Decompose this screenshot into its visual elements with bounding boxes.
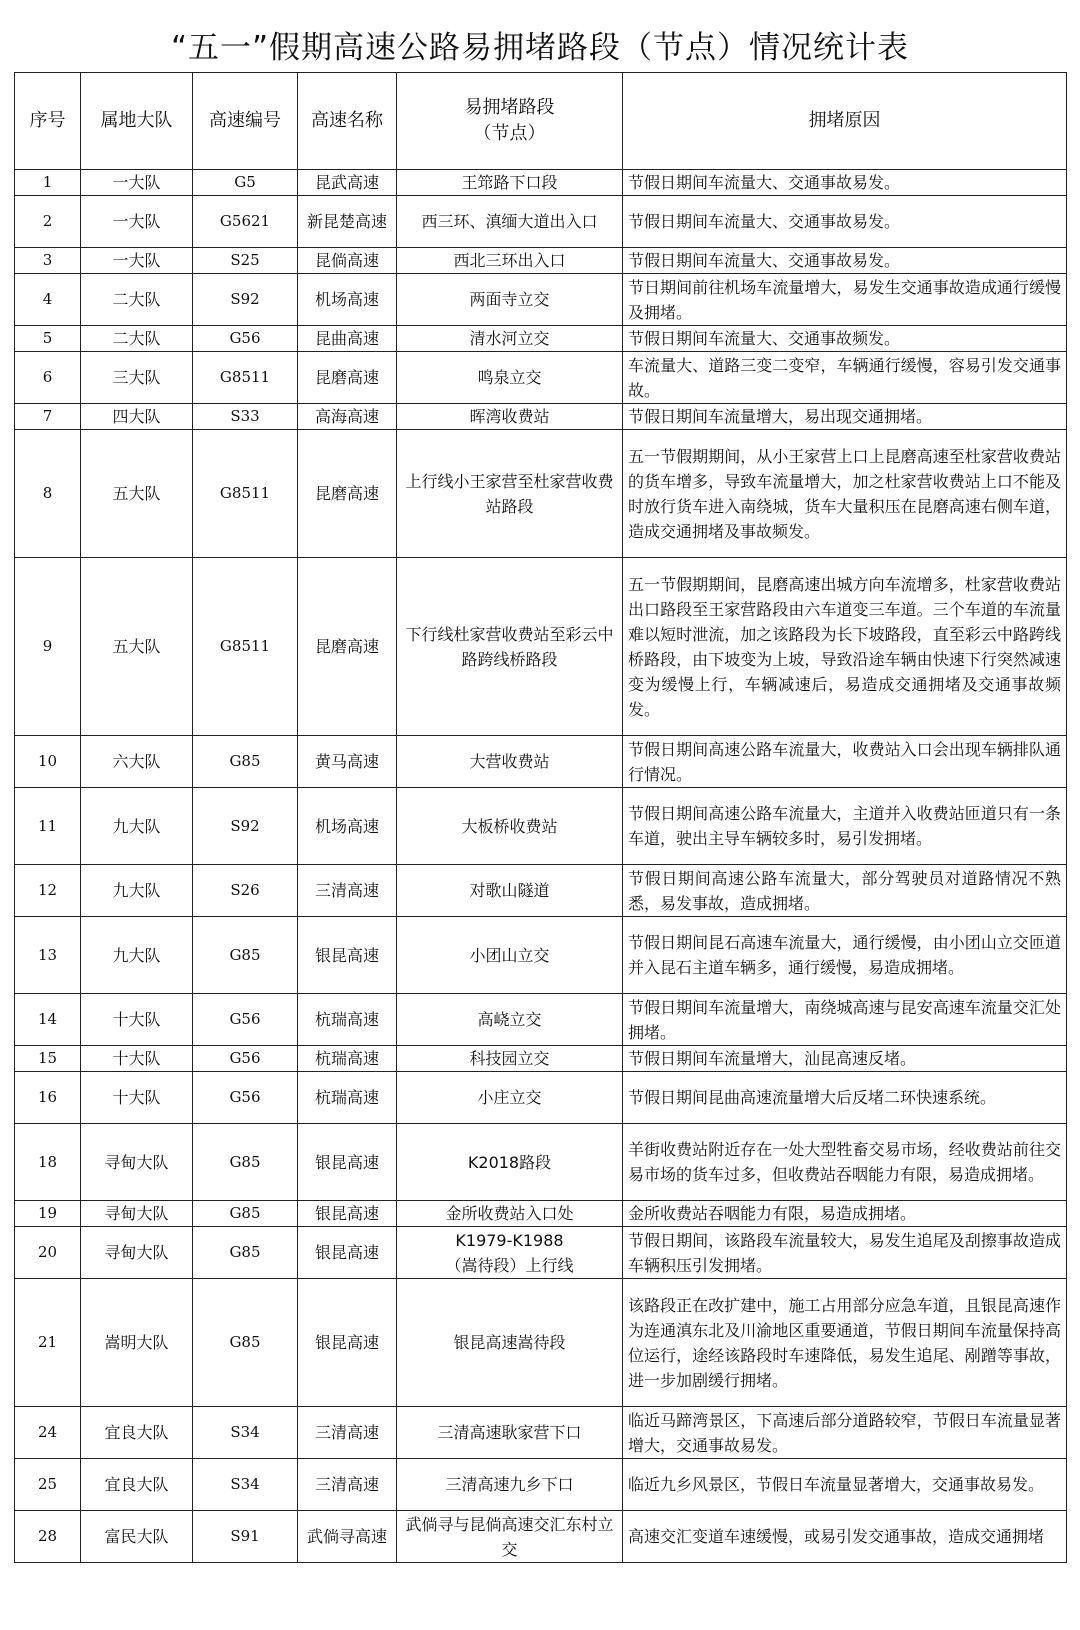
row-highway-code: G5 bbox=[193, 170, 298, 196]
row-highway-name: 昆磨高速 bbox=[298, 352, 397, 404]
table-row bbox=[15, 1407, 1067, 1459]
row-team: 寻甸大队 bbox=[81, 1124, 193, 1201]
row-section: 小团山立交 bbox=[397, 917, 623, 994]
row-number: 24 bbox=[15, 1407, 81, 1459]
row-team: 一大队 bbox=[81, 196, 193, 248]
row-section: 武倘寻与昆倘高速交汇东村立交 bbox=[397, 1511, 623, 1563]
row-reason: 节假日期间高速公路车流量大，主道并入收费站匝道只有一条车道，驶出主导车辆较多时，易引发拥堵。 bbox=[623, 788, 1067, 865]
row-reason: 金所收费站吞咽能力有限，易造成拥堵。 bbox=[623, 1201, 1067, 1227]
col-header-reason: 拥堵原因 bbox=[623, 73, 1067, 170]
row-highway-name: 机场高速 bbox=[298, 788, 397, 865]
table-row bbox=[15, 1072, 1067, 1124]
row-team: 十大队 bbox=[81, 1046, 193, 1072]
table-row bbox=[15, 326, 1067, 352]
row-number: 20 bbox=[15, 1227, 81, 1279]
col-header-section: 易拥堵路段 （节点） bbox=[397, 73, 623, 170]
row-team: 寻甸大队 bbox=[81, 1201, 193, 1227]
row-section: 大板桥收费站 bbox=[397, 788, 623, 865]
row-reason: 节假日期间车流量增大，易出现交通拥堵。 bbox=[623, 404, 1067, 430]
row-highway-code: G8511 bbox=[193, 558, 298, 736]
row-reason: 羊街收费站附近存在一处大型牲畜交易市场，经收费站前往交易市场的货车过多，但收费站吞咽能力有限，易造成拥堵。 bbox=[623, 1124, 1067, 1201]
row-reason: 节日期间前往机场车流量增大，易发生交通事故造成通行缓慢及拥堵。 bbox=[623, 274, 1067, 326]
row-number: 16 bbox=[15, 1072, 81, 1124]
row-highway-name: 昆曲高速 bbox=[298, 326, 397, 352]
row-team: 富民大队 bbox=[81, 1511, 193, 1563]
table-row bbox=[15, 1279, 1067, 1407]
row-highway-code: G56 bbox=[193, 1046, 298, 1072]
row-section: 上行线小王家营至杜家营收费站路段 bbox=[397, 430, 623, 558]
row-highway-name: 杭瑞高速 bbox=[298, 1072, 397, 1124]
row-section: 三清高速耿家营下口 bbox=[397, 1407, 623, 1459]
row-team: 五大队 bbox=[81, 430, 193, 558]
table-body bbox=[15, 170, 1067, 1563]
row-number: 13 bbox=[15, 917, 81, 994]
row-highway-code: G56 bbox=[193, 326, 298, 352]
row-number: 8 bbox=[15, 430, 81, 558]
row-reason: 节假日期间高速公路车流量大，部分驾驶员对道路情况不熟悉，易发事故，造成拥堵。 bbox=[623, 865, 1067, 917]
row-highway-code: G85 bbox=[193, 736, 298, 788]
row-section: 两面寺立交 bbox=[397, 274, 623, 326]
row-team: 十大队 bbox=[81, 994, 193, 1046]
row-number: 7 bbox=[15, 404, 81, 430]
row-team: 六大队 bbox=[81, 736, 193, 788]
row-team: 十大队 bbox=[81, 1072, 193, 1124]
col-header-team: 属地大队 bbox=[81, 73, 193, 170]
table-row bbox=[15, 352, 1067, 404]
row-reason: 节假日期间昆曲高速流量增大后反堵二环快速系统。 bbox=[623, 1072, 1067, 1124]
col-header-no: 序号 bbox=[15, 73, 81, 170]
row-highway-code: G85 bbox=[193, 1227, 298, 1279]
row-number: 28 bbox=[15, 1511, 81, 1563]
row-team: 二大队 bbox=[81, 326, 193, 352]
table-row bbox=[15, 1124, 1067, 1201]
row-number: 11 bbox=[15, 788, 81, 865]
row-reason: 该路段正在改扩建中，施工占用部分应急车道，且银昆高速作为连通滇东北及川渝地区重要通道，节假日期间车流量保持高位运行，途经该路段时车速降低，易发生追尾、剐蹭等事故，进一步加剧缓行拥堵。 bbox=[623, 1279, 1067, 1407]
row-highway-code: S33 bbox=[193, 404, 298, 430]
row-team: 宜良大队 bbox=[81, 1459, 193, 1511]
table-row bbox=[15, 865, 1067, 917]
table-row bbox=[15, 994, 1067, 1046]
row-number: 2 bbox=[15, 196, 81, 248]
row-highway-name: 银昆高速 bbox=[298, 1279, 397, 1407]
row-section: 鸣泉立交 bbox=[397, 352, 623, 404]
row-highway-code: S25 bbox=[193, 248, 298, 274]
row-team: 九大队 bbox=[81, 917, 193, 994]
table-row bbox=[15, 170, 1067, 196]
row-highway-name: 昆磨高速 bbox=[298, 430, 397, 558]
row-reason: 临近九乡风景区，节假日车流量显著增大，交通事故易发。 bbox=[623, 1459, 1067, 1511]
row-team: 二大队 bbox=[81, 274, 193, 326]
row-highway-code: G8511 bbox=[193, 430, 298, 558]
row-reason: 高速交汇变道车速缓慢，或易引发交通事故，造成交通拥堵 bbox=[623, 1511, 1067, 1563]
row-highway-name: 昆磨高速 bbox=[298, 558, 397, 736]
row-reason: 节假日期间，该路段车流量较大，易发生追尾及刮擦事故造成车辆积压引发拥堵。 bbox=[623, 1227, 1067, 1279]
row-reason: 节假日期间车流量大、交通事故易发。 bbox=[623, 170, 1067, 196]
row-highway-code: G85 bbox=[193, 917, 298, 994]
table-row bbox=[15, 736, 1067, 788]
row-highway-code: G5621 bbox=[193, 196, 298, 248]
row-number: 3 bbox=[15, 248, 81, 274]
row-team: 五大队 bbox=[81, 558, 193, 736]
page-title: “五一”假期高速公路易拥堵路段（节点）情况统计表 bbox=[170, 30, 910, 66]
table-row bbox=[15, 917, 1067, 994]
table-row bbox=[15, 1227, 1067, 1279]
row-section: 高峣立交 bbox=[397, 994, 623, 1046]
table-row bbox=[15, 430, 1067, 558]
row-number: 6 bbox=[15, 352, 81, 404]
row-highway-code: S91 bbox=[193, 1511, 298, 1563]
row-highway-code: S92 bbox=[193, 274, 298, 326]
row-reason: 五一节假期期间，昆磨高速出城方向车流增多，杜家营收费站出口路段至王家营路段由六车道变三车道。三个车道的车流量难以短时泄流，加之该路段为长下坡路段，直至彩云中路跨线桥路段，由下坡变为上坡，导致沿途车辆由快速下行突然减速变为缓慢上行，车辆减速后，易造成交通拥堵及交通事故频发。 bbox=[623, 558, 1067, 736]
row-highway-name: 昆武高速 bbox=[298, 170, 397, 196]
table-row bbox=[15, 404, 1067, 430]
row-highway-name: 银昆高速 bbox=[298, 1227, 397, 1279]
header-row bbox=[15, 73, 1067, 170]
row-section: 王筇路下口段 bbox=[397, 170, 623, 196]
row-number: 18 bbox=[15, 1124, 81, 1201]
row-team: 一大队 bbox=[81, 248, 193, 274]
row-reason: 节假日期间车流量大、交通事故易发。 bbox=[623, 196, 1067, 248]
table-row bbox=[15, 1046, 1067, 1072]
row-reason: 节假日期间车流量大、交通事故易发。 bbox=[623, 248, 1067, 274]
col-header-code: 高速编号 bbox=[193, 73, 298, 170]
table-row bbox=[15, 788, 1067, 865]
row-section: 科技园立交 bbox=[397, 1046, 623, 1072]
row-number: 15 bbox=[15, 1046, 81, 1072]
row-highway-code: S34 bbox=[193, 1459, 298, 1511]
row-team: 九大队 bbox=[81, 788, 193, 865]
row-section: 西三环、滇缅大道出入口 bbox=[397, 196, 623, 248]
congestion-table bbox=[14, 72, 1067, 1563]
row-highway-name: 新昆楚高速 bbox=[298, 196, 397, 248]
row-highway-code: G85 bbox=[193, 1279, 298, 1407]
row-number: 19 bbox=[15, 1201, 81, 1227]
row-highway-name: 昆倘高速 bbox=[298, 248, 397, 274]
row-section: 金所收费站入口处 bbox=[397, 1201, 623, 1227]
row-highway-name: 杭瑞高速 bbox=[298, 994, 397, 1046]
row-team: 寻甸大队 bbox=[81, 1227, 193, 1279]
row-section: 小庄立交 bbox=[397, 1072, 623, 1124]
row-highway-name: 黄马高速 bbox=[298, 736, 397, 788]
table-row bbox=[15, 1459, 1067, 1511]
row-number: 1 bbox=[15, 170, 81, 196]
row-section: K1979-K1988 （嵩待段）上行线 bbox=[397, 1227, 623, 1279]
row-highway-name: 三清高速 bbox=[298, 865, 397, 917]
row-team: 宜良大队 bbox=[81, 1407, 193, 1459]
row-team: 四大队 bbox=[81, 404, 193, 430]
row-highway-code: S26 bbox=[193, 865, 298, 917]
row-highway-name: 武倘寻高速 bbox=[298, 1511, 397, 1563]
row-number: 4 bbox=[15, 274, 81, 326]
col-header-name: 高速名称 bbox=[298, 73, 397, 170]
row-section: 下行线杜家营收费站至彩云中路跨线桥路段 bbox=[397, 558, 623, 736]
row-highway-name: 银昆高速 bbox=[298, 917, 397, 994]
table-row bbox=[15, 558, 1067, 736]
row-highway-name: 高海高速 bbox=[298, 404, 397, 430]
row-highway-name: 杭瑞高速 bbox=[298, 1046, 397, 1072]
row-section: 晖湾收费站 bbox=[397, 404, 623, 430]
row-reason: 节假日期间车流量增大，汕昆高速反堵。 bbox=[623, 1046, 1067, 1072]
table-row bbox=[15, 1201, 1067, 1227]
row-highway-name: 银昆高速 bbox=[298, 1124, 397, 1201]
table-row bbox=[15, 248, 1067, 274]
row-number: 12 bbox=[15, 865, 81, 917]
row-reason: 节假日期间高速公路车流量大，收费站入口会出现车辆排队通行情况。 bbox=[623, 736, 1067, 788]
row-reason: 节假日期间车流量增大，南绕城高速与昆安高速车流量交汇处拥堵。 bbox=[623, 994, 1067, 1046]
row-reason: 临近马蹄湾景区，下高速后部分道路较窄，节假日车流量显著增大，交通事故易发。 bbox=[623, 1407, 1067, 1459]
row-highway-code: G56 bbox=[193, 1072, 298, 1124]
row-section: 三清高速九乡下口 bbox=[397, 1459, 623, 1511]
row-reason: 节假日期间车流量大、交通事故频发。 bbox=[623, 326, 1067, 352]
table-row bbox=[15, 274, 1067, 326]
row-number: 21 bbox=[15, 1279, 81, 1407]
row-section: 大营收费站 bbox=[397, 736, 623, 788]
row-reason: 五一节假期期间，从小王家营上口上昆磨高速至杜家营收费站的货车增多，导致车流量增大，加之杜家营收费站上口不能及时放行货车进入南绕城，货车大量积压在昆磨高速右侧车道，造成交通拥堵及事故频发。 bbox=[623, 430, 1067, 558]
row-highway-code: G56 bbox=[193, 994, 298, 1046]
table-row bbox=[15, 196, 1067, 248]
row-team: 九大队 bbox=[81, 865, 193, 917]
row-section: 对歌山隧道 bbox=[397, 865, 623, 917]
row-team: 一大队 bbox=[81, 170, 193, 196]
table-row bbox=[15, 1511, 1067, 1563]
row-highway-code: G85 bbox=[193, 1201, 298, 1227]
row-team: 嵩明大队 bbox=[81, 1279, 193, 1407]
row-reason: 节假日期间昆石高速车流量大，通行缓慢，由小团山立交匝道并入昆石主道车辆多，通行缓慢，易造成拥堵。 bbox=[623, 917, 1067, 994]
row-highway-name: 银昆高速 bbox=[298, 1201, 397, 1227]
row-section: 银昆高速嵩待段 bbox=[397, 1279, 623, 1407]
row-highway-code: S92 bbox=[193, 788, 298, 865]
row-section: K2018路段 bbox=[397, 1124, 623, 1201]
row-team: 三大队 bbox=[81, 352, 193, 404]
row-number: 10 bbox=[15, 736, 81, 788]
row-highway-name: 三清高速 bbox=[298, 1407, 397, 1459]
row-section: 清水河立交 bbox=[397, 326, 623, 352]
row-reason: 车流量大、道路三变二变窄，车辆通行缓慢，容易引发交通事故。 bbox=[623, 352, 1067, 404]
row-highway-name: 三清高速 bbox=[298, 1459, 397, 1511]
row-highway-code: G8511 bbox=[193, 352, 298, 404]
row-section: 西北三环出入口 bbox=[397, 248, 623, 274]
row-number: 14 bbox=[15, 994, 81, 1046]
row-number: 9 bbox=[15, 558, 81, 736]
row-highway-code: G85 bbox=[193, 1124, 298, 1201]
row-number: 25 bbox=[15, 1459, 81, 1511]
row-highway-name: 机场高速 bbox=[298, 274, 397, 326]
row-number: 5 bbox=[15, 326, 81, 352]
row-highway-code: S34 bbox=[193, 1407, 298, 1459]
